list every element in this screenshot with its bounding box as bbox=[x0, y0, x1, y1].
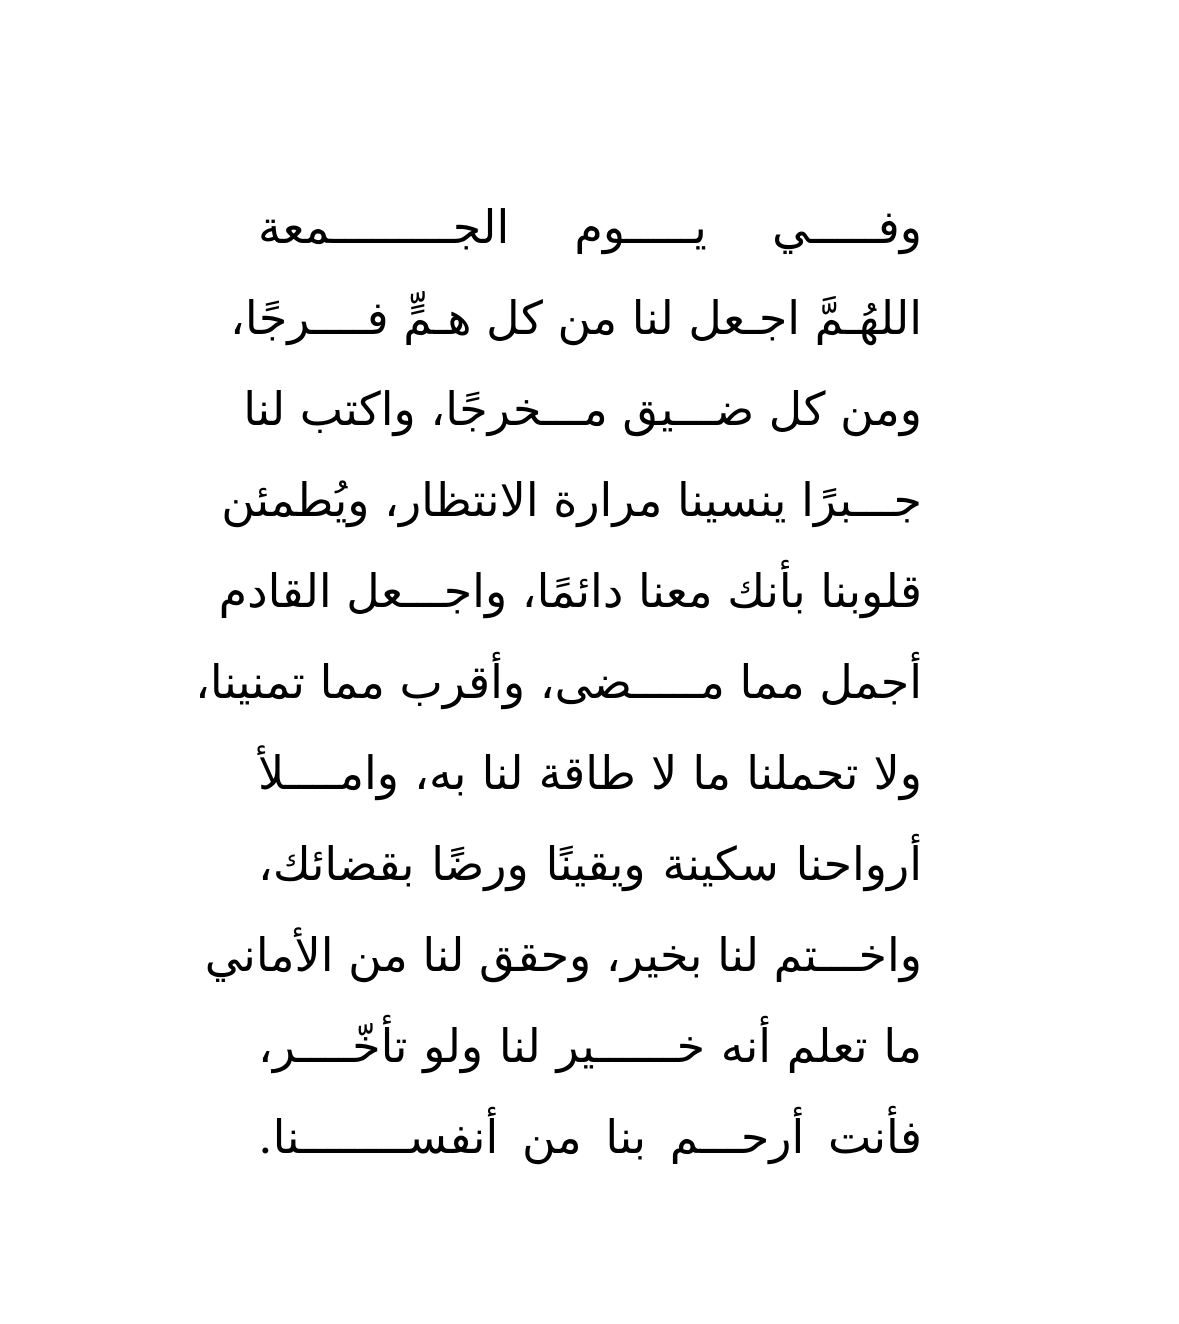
dua-text-block bbox=[195, 182, 922, 1183]
text-line-11: فأنت أرحـــم بنا من أنفســــــــنا. bbox=[258, 1110, 922, 1164]
text-line-1: وفـــــي يـــــوم الجـــــــــمعة bbox=[258, 200, 922, 254]
text-line-5: قلوبنا بأنك معنا دائمًا، واجـــعل القادم bbox=[218, 564, 922, 618]
text-line-10: ما تعلم أنه خــــــير لنا ولو تأخّــــر، bbox=[258, 1019, 922, 1073]
text-line-7: ولا تحملنا ما لا طاقة لنا به، وامــــلأ bbox=[258, 746, 922, 800]
text-line-2: اللهُـمَّ اجـعل لنا من كل هـمٍّ فــــرجًا، bbox=[230, 291, 922, 345]
text-line-6: أجمل مما مـــــضى، وأقرب مما تمنينا، bbox=[195, 655, 922, 709]
text-line-8: أرواحنا سكينة ويقينًا ورضًا بقضائك، bbox=[258, 837, 922, 891]
text-line-9: واخـــتم لنا بخير، وحقق لنا من الأماني bbox=[204, 928, 922, 982]
text-line-4: جـــبرًا ينسينا مرارة الانتظار، ويُطمئن bbox=[221, 473, 922, 527]
text-line-3: ومن كل ضـــيق مـــخرجًا، واكتب لنا bbox=[243, 382, 922, 436]
